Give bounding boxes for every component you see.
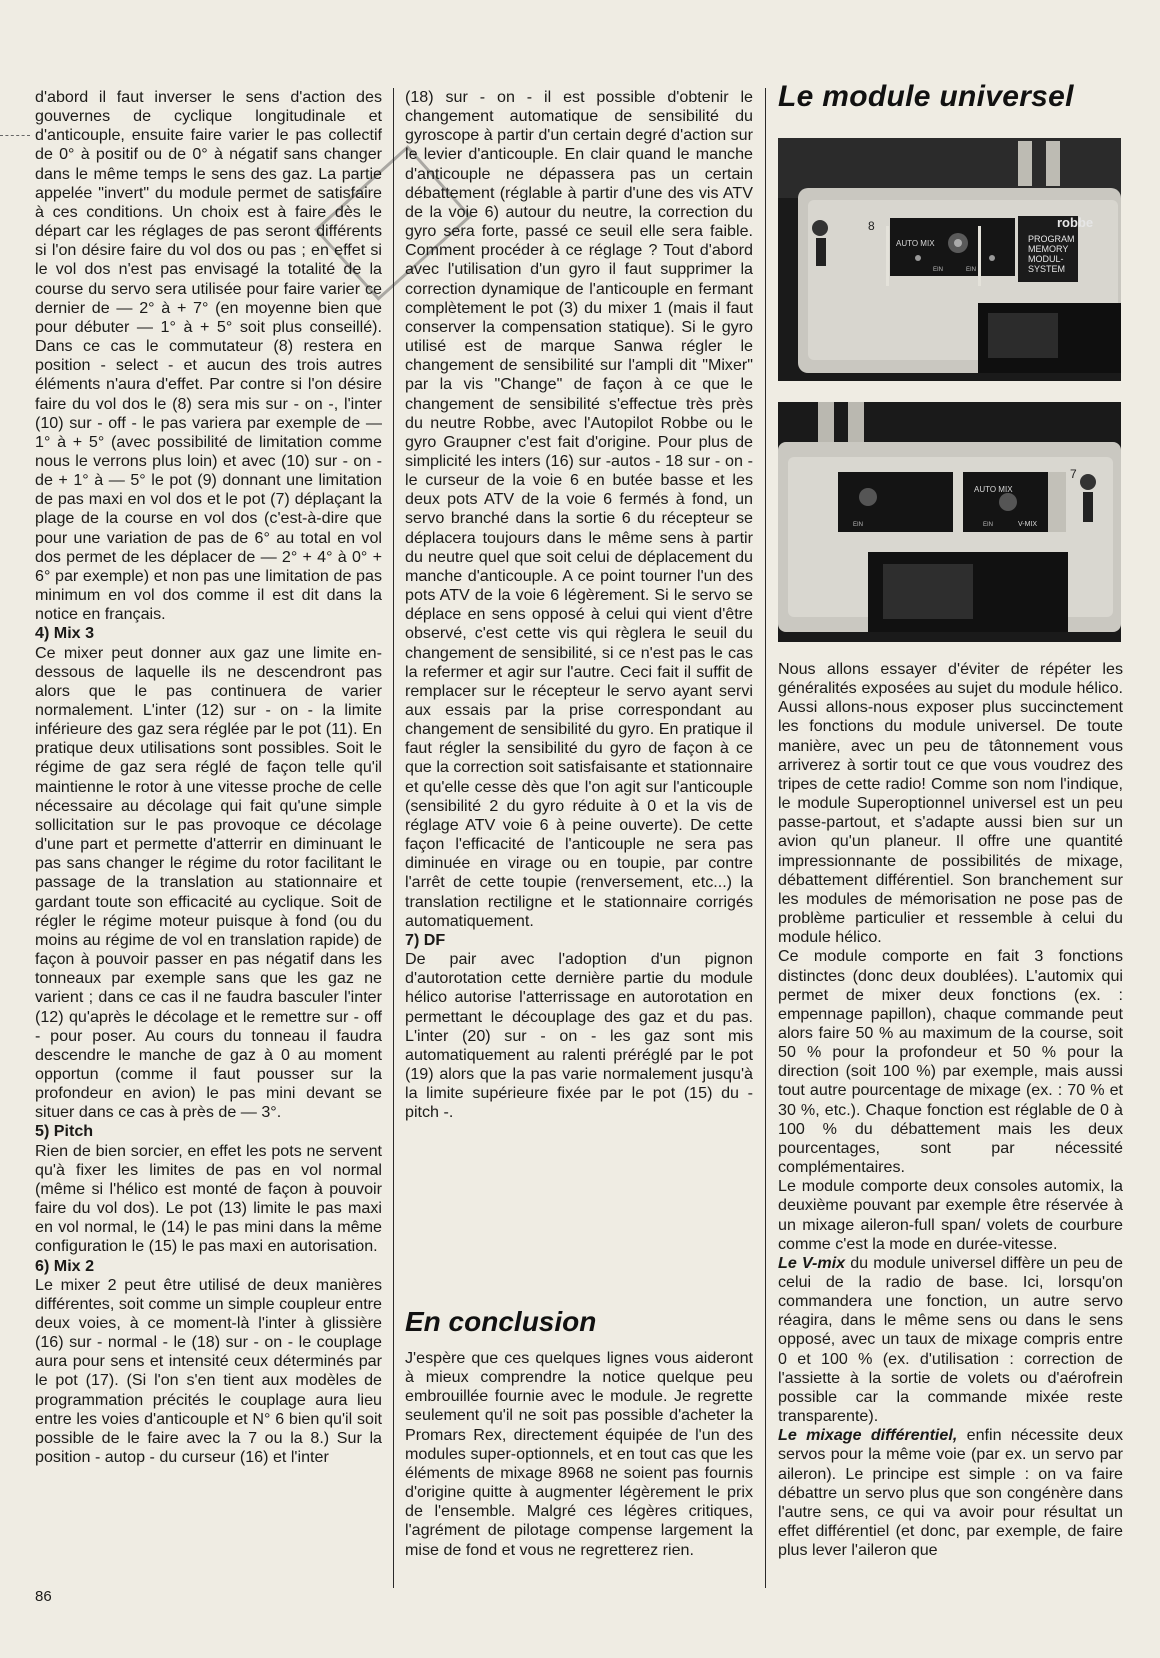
brand-logo-text: robbe — [1057, 215, 1094, 230]
panel-sublabel: V-MIX — [1018, 521, 1038, 528]
paragraph-differentiel — [778, 1426, 1123, 1560]
channel-number: 8 — [868, 219, 875, 233]
panel-label: AUTO MIX — [974, 485, 1013, 494]
section-title-conclusion: En conclusion — [405, 1306, 597, 1337]
paragraph: Le module comporte deux consoles automix, la deuxième pouvant par exemple être réservée à un mixage aileron-full span/ volets de courbure comme c'est la mode en durée-vitesse. — [778, 1177, 1123, 1253]
paragraph: Le mixer 2 peut être utilisé de deux manières différentes, soit comme un simple coupleur entre deux voies, à ce moment-là l'inter à glissière (16) sur - normal - le (18) sur - on - le couplage aura pour sens et intensité ceux déterminés par le pot (17). (Si l'on s'en tient aux modèles de programmation précités le couplage aura lieu entre les voies d'anticouple et N° 6 bien qu'il soit possible de le faire avec la 7 ou la 8.) Sur la position - autop - du curseur (16) et l'inter — [35, 1275, 382, 1467]
subheading-pitch: 5) Pitch — [35, 1122, 94, 1141]
subheading-df: 7) DF — [405, 930, 446, 949]
photo-graphic — [778, 138, 1121, 381]
knob-label: EIN — [983, 522, 994, 528]
photo-transmitter-module-2 — [778, 402, 1121, 642]
paragraph-text: du module universel diffère un peu de celui de la radio de base. Ici, lorsqu'on commandera une fonction, un autre servo réagira, dans le même sens ou dans le sens opposé, avec un taux de mixage compris entre 0 et 100 % (ex. d'utilisation : correction de l'assiette à la sortie de volets ou d'aérofrein possible car la commande mixée reste transparente). — [778, 1253, 1124, 1426]
module-label-line: SYSTEM — [1028, 264, 1066, 274]
photo-transmitter-module-1 — [778, 138, 1121, 381]
module-label-line: MODUL- — [1028, 254, 1064, 264]
page-number: 86 — [35, 1588, 52, 1605]
paragraph: Ce mixer peut donner aux gaz une limite en-dessous de laquelle ils ne descendront pas alors que le pas continuera de varier normalement. L'inter (12) sur - on - la limite inférieure des gaz sera réglée par le pot (11). En pratique deux utilisations sont possibles. Soit le régime de gaz sera réglé de façon telle qu'il maintienne le rotor à une vitesse proche de celle nécessaire au décolage qui fait qu'une simple sollicitation sur le pas provoque ce décolage d'une part et permette d'atterrir en diminuant le pas sans changer le régime du rotor facilitant le passage de la translation au stationnaire et gardant toute son efficacité au cyclique. Soit de régler le régime moteur puisque à fond (ou du moins au régime de vol en translation rapide) de façon à pouvoir passer en pas négatif dans les tonneaux par exemple sans que les gaz ne varient ; dans ce cas il ne faudra basculer l'inter (12) qu'après le décolage et le remettre sur - off - pour poser. Au cours du tonneau il faudra descendre le manche de gaz à 0 au moment opportun (comme il faut pousser sur la profondeur en avion) le pas mini devant se situer dans ce cas à près de — 3°. — [35, 643, 382, 1122]
knob-label: EIN — [853, 522, 864, 528]
photo-graphic — [778, 402, 1121, 642]
margin-dash — [0, 135, 30, 137]
paragraph: Ce module comporte en fait 3 fonctions distinctes (donc deux doublées). L'automix qui permet de mixer deux fonctions (ex. : empennage papillon), chaque commande peut alors faire 50 % au maximum de la course, soit 50 % pour la profondeur et 50 % pour la direction (soit 100 %) par exemple, mais aussi tout autre pourcentage de mixage (ex. : 70 % et 30 %, etc.). Chaque fonction est réglable de 0 à 100 % du débattement mais les deux pourcentages, sont par nécessité complémentaires. — [778, 947, 1123, 1177]
paragraph: De pair avec l'adoption d'un pignon d'autorotation cette dernière partie du module hélico autorise l'atterrissage en autorotation en permettant le découplage des gaz et du pas. L'inter (20) sur - on - les gaz sont mis automatiquement au ralenti préréglé par le pot (19) alors que la pas varie normalement jusqu'à la limite supérieure fixée par le pot (15) du - pitch -. — [405, 950, 753, 1122]
column-3 — [778, 660, 1123, 1560]
paragraph: Nous allons essayer d'éviter de répéter les généralités exposées au sujet du module hélico. Aussi allons-nous exposer plus succinctement les fonctions du module universel. De toute manière, avec un peu de tâtonnement vous arriverez à sortir tout ce que vous voudrez des tripes de cette radio! Comme son nom l'indique, le module Superoptionnel universel est un peu passe-partout, et s'adapte aussi bien sur un avion qu'un planeur. Il offre une quantité impressionnante de possibilités de mixage, débattement différentiel. Son branchement sur les modules de mémorisation ne pose pas de problème particulier et ressemble à celui du module hélico. — [778, 660, 1123, 947]
knob-label: EIN — [966, 267, 977, 273]
run-in-heading-vmix: Le V-mix — [778, 1253, 846, 1272]
channel-number: 7 — [1070, 467, 1077, 481]
paragraph: Rien de bien sorcier, en effet les pots ne servent qu'à fixer les limites de pas en vol normal (même si l'hélico est monté de façon à pouvoir faire du vol dos). Le pot (13) limite le pas maxi en vol normal, le (14) le pas mini dans la même configuration le (15) le pas maxi en autorisation. — [35, 1141, 382, 1256]
column-divider — [393, 88, 394, 1588]
subheading-mix2: 6) Mix 2 — [35, 1256, 95, 1275]
paragraph-vmix — [778, 1254, 1123, 1426]
paragraph: d'abord il faut inverser le sens d'action des gouvernes de cyclique longitudinale et d'anticouple, ensuite faire varier le pas collectif de 0° à positif ou de 0° à négatif sans changer dans le même temps le sens des gaz. La partie appelée "invert" du module permet de satisfaire à ces conditions. Un choix est à faire dès le départ car les réglages de pas seront différents si l'on désire faire du vol dos ou pas ; en effet si le vol dos n'est pas envisagé la totalité de la course du servo sera utilisée pour faire varier ce dernier de — 2° à + 7° (en moyenne bien que pour débuter — 1° à + 5° soit plus conseillé). Dans ce cas le commutateur (8) restera en position - select - et aucun des trois autres éléments n'aura d'effet. Par contre si l'on désire faire du vol dos le (8) sera mis sur - on -, l'inter (10) sur - off - le pas variera par exemple de — 1° à + 5° (avec possibilité de limitation comme nous le verrons plus loin) et avec (10) sur - on - de + 1° à — 5° le pot (9) donnant une limitation de pas maxi en vol dos et le pot (7) déplaçant la plage de la course en vol dos (c'est-à-dire que pour une variation de pas de 6° au total en vol dos permet de les déplacer de — 2° + 4° à 0° + 6° par exemple) et non pas une limitation de pas minimum en vol dos comme il est dit dans la notice en français. — [35, 88, 382, 624]
run-in-heading-differentiel: Le mixage différentiel, — [778, 1426, 958, 1445]
knob-label: EIN — [933, 267, 944, 273]
module-label-line: PROGRAM — [1028, 234, 1075, 244]
paragraph: (18) sur - on - il est possible d'obtenir le changement automatique de sensibilité du gyroscope à partir d'un certain degré d'action sur le levier d'anticouple. En clair quand le manche d'anticouple ne dépassera pas un certain débattement (réglable à partir d'une des vis ATV de la voie 6) autour du neutre, la correction du gyro sera forte, passé ce seuil elle sera faible. Comment procéder à ce réglage ? Tout d'abord avec l'utilisation d'un gyro il faut supprimer la correction dynamique de l'anticouple en fermant complètement le pot (3) du mixer 1 (mais il faut conserver la compensation statique). Si le gyro utilisé est de marque Sanwa régler le changement de sensibilité sur l'ampli dit "Mixer" par la vis "Change" de façon à ce que le changement de sensibilité s'effectue très près du neutre Robbe, avec l'Autopilot Robbe ou le gyro Graupner c'est fait d'origine. Pour plus de simplicité les inters (16) sur -autos - 18 sur - on - le curseur de la voie 6 en butée basse et les deux pots ATV de la voie 6 fermés à fond, un servo branché dans la sortie 6 du récepteur se déplacera toujours dans le même sens à partir du neutre quel que soit celui de déplacement du manche d'anticouple. A ce point tourner l'un des pots ATV de la voie 6 légèrement. Si le servo se déplace en sens opposé à celui qui vient d'être observé, c'est cette vis qui règlera le seuil du changement de sensibilité, si ce n'est pas le cas la refermer et agir sur l'autre. Ceci fait il suffit de remplacer sur le récepteur le servo ayant servi aux essais par la prise correspondant au changement de sensibilité du gyro. En pratique il faut régler la sensibilité du gyro de façon à ce que la correction soit satisfaisante et stationnaire et qu'elle cesse dès que l'on agit sur l'anticouple (sensibilité 2 du gyro réduite à 0 et la vis de réglage ATV voie 6 à peine ouverte). De cette façon l'efficacité de l'anticouple ne sera pas diminuée en virage ou en toupie, par contre l'arrêt de cette toupie (renversement, etc...) la translation rectiligne et le stationnaire corrigés automatiquement. — [405, 88, 753, 930]
paragraph-text: enfin nécessite deux servos pour la même voie (par ex. un servo par aileron). Le principe est simple : on va faire débattre un servo plus que son congénère dans l'autre sens, ce qui va avoir pour résultat un effet différentiel (et donc, par exemple, de faire plus lever l'aileron que — [778, 1426, 1124, 1560]
conclusion-paragraph: J'espère que ces quelques lignes vous aideront à mieux comprendre la notice quelque peu embrouillée fournie avec le module. Je regrette seulement qu'il ne soit pas possible d'acheter la Promars Rex, directement équipée de l'un des modules super-optionnels, et en tout cas que les éléments de mixage 8968 ne soient pas fournis d'origine quitte à augmenter légèrement le prix de l'ensemble. Malgré ces légères critiques, l'agrément de pilotage compense largement la mise de fond et vous ne regretterez rien. — [405, 1349, 753, 1559]
section-title-module-universel: Le module universel — [778, 80, 1074, 113]
module-label-line: MEMORY — [1028, 244, 1069, 254]
panel-label: AUTO MIX — [896, 239, 935, 248]
subheading-mix3: 4) Mix 3 — [35, 624, 95, 643]
column-divider — [765, 88, 766, 1588]
column-2 — [405, 88, 753, 1122]
column-1 — [35, 88, 382, 1467]
